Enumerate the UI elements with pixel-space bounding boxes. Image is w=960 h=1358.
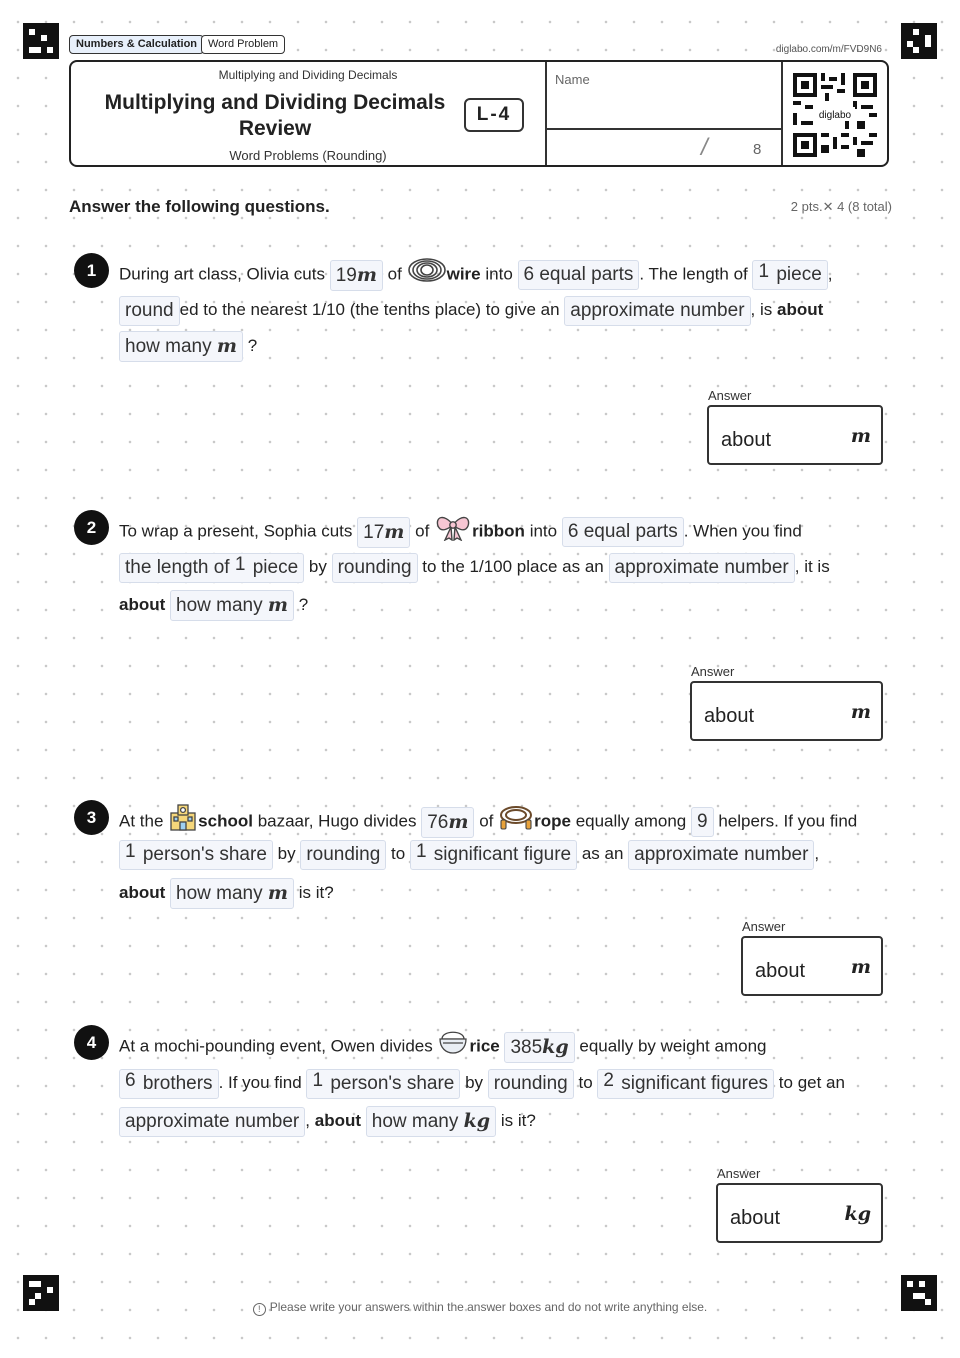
answer-box-3[interactable]: about m [741, 936, 883, 996]
level-badge: L-4 [464, 98, 524, 132]
answer-label: Answer [742, 919, 786, 934]
amount-box: 385kg [504, 1032, 574, 1063]
question-number: 1 [74, 253, 109, 288]
question-1-line-3: how many m ? [119, 331, 257, 362]
rounding-box: rounding [300, 840, 386, 870]
score-slash: / [701, 134, 708, 161]
share-box: 1 person's share [119, 840, 273, 870]
question-3-line-2: 1 person's share by rounding to 1 significant figure as an approximate number , [119, 839, 819, 870]
footer-note: ! Please write your answers within the answer boxes and do not write anything else. [0, 1300, 960, 1316]
round-box: round [119, 296, 180, 326]
amount-box: 76m [421, 807, 474, 838]
question-number: 2 [74, 510, 109, 545]
corner-marker-top-right [901, 23, 937, 59]
rounding-box: rounding [488, 1069, 574, 1099]
question-number: 4 [74, 1025, 109, 1060]
length-box: the length of 1 piece [119, 553, 304, 583]
site-url: diglabo.com/m/FVD9N6 [775, 44, 882, 55]
school-icon [168, 803, 198, 841]
approx-box: approximate number [119, 1107, 305, 1137]
answer-box-1[interactable]: about m [707, 405, 883, 465]
question-4-line-3: approximate number , about how many kg is it? [119, 1106, 536, 1137]
question-4-line-2: 6 brothers . If you find 1 person's share by rounding to 2 significant figures to get an [119, 1068, 845, 1099]
amount-box: 17m [357, 517, 410, 548]
question-3-line-3: about how many m is it? [119, 878, 334, 909]
tag-word-problem: Word Problem [201, 35, 285, 54]
howmany-box: how many kg [366, 1106, 496, 1137]
question-1-line-1: During art class, Olivia cuts 19m of wire into 6 equal parts . The length of 1 piece , [119, 257, 833, 293]
question-number: 3 [74, 800, 109, 835]
helpers-box: 9 [691, 807, 714, 837]
question-2-line-1: To wrap a present, Sophia cuts 17m of ribbon into 6 equal parts . When you find [119, 513, 802, 551]
approx-box: approximate number [628, 840, 814, 870]
info-icon: ! [253, 1303, 266, 1316]
answer-box-2[interactable]: about m [690, 681, 883, 741]
tag-numbers-calculation: Numbers & Calculation [69, 35, 204, 54]
qr-logo-text: diglabo [818, 110, 852, 121]
name-field[interactable] [547, 90, 779, 126]
howmany-box: how many m [170, 878, 294, 909]
question-2-line-2: the length of 1 piece by rounding to the 1/100 place as an approximate number , it is [119, 552, 830, 583]
howmany-box: how many m [170, 590, 294, 621]
question-1-line-2: round ed to the nearest 1/10 (the tenths place) to give an approximate number , is about [119, 295, 823, 326]
rounding-box: rounding [332, 553, 418, 583]
piece-box: 1 piece [752, 260, 827, 290]
approx-box: approximate number [609, 553, 795, 583]
howmany-box: how many m [119, 331, 243, 362]
share-box: 1 person's share [306, 1069, 460, 1099]
amount-box: 19m [330, 260, 383, 291]
rice-icon [437, 1028, 469, 1066]
instructions: Answer the following questions. [69, 197, 330, 216]
header-subtitle: Multiplying and Dividing Decimals [218, 68, 398, 82]
answer-label: Answer [717, 1166, 761, 1181]
question-3-line-1: At the school bazaar, Hugo divides 76m of rope equally among 9 helpers. If you find [119, 803, 857, 841]
question-4-line-1: At a mochi-pounding event, Owen divides rice 385kg equally by weight among [119, 1028, 766, 1066]
parts-box: 6 equal parts [562, 517, 684, 547]
wire-icon [407, 257, 447, 293]
ribbon-icon [434, 513, 472, 551]
qr-code [793, 73, 877, 157]
corner-marker-top-left [23, 23, 59, 59]
worksheet-header [69, 60, 889, 167]
sig-box: 2 significant figures [597, 1069, 774, 1099]
sig-box: 1 significant figure [410, 840, 577, 870]
page-title: Multiplying and Dividing Decimals Review [104, 91, 446, 140]
header-category: Word Problems (Rounding) [229, 148, 387, 163]
brothers-box: 6 brothers [119, 1069, 219, 1099]
parts-box: 6 equal parts [518, 260, 640, 290]
points-info: 2 pts.✕ 4 (8 total) [790, 199, 892, 214]
question-2-line-3: about how many m ? [119, 590, 308, 621]
answer-label: Answer [691, 664, 735, 679]
rope-icon [498, 804, 534, 840]
answer-label: Answer [708, 388, 752, 403]
approx-box: approximate number [564, 296, 750, 326]
answer-box-4[interactable]: about kg [716, 1183, 883, 1243]
name-label: Name [555, 72, 590, 87]
score-total: 8 [753, 141, 762, 158]
